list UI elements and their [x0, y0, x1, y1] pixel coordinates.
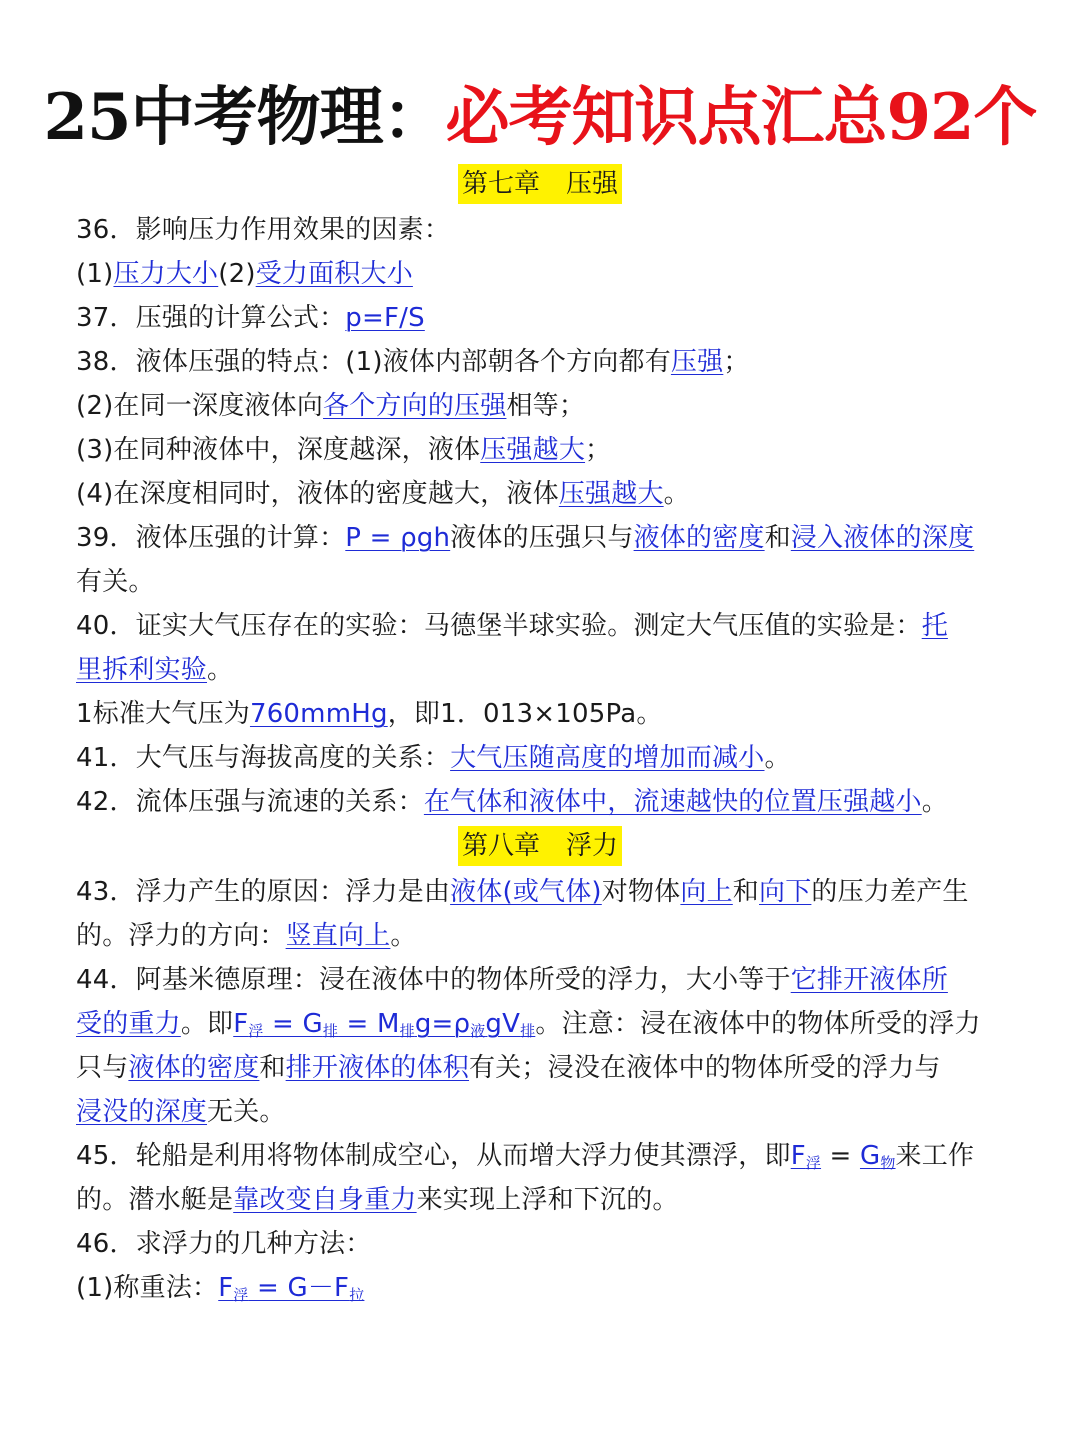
- answer: 压强越大: [480, 435, 586, 465]
- chapter-7-heading: [0, 164, 1080, 204]
- weight-formula: $G_物$: [859, 1141, 896, 1172]
- weighing-formula: $F_浮 = G-F_拉$: [218, 1273, 365, 1304]
- page-title: [0, 78, 1080, 158]
- item-36-question: 36．影响压力作用效果的因素：: [76, 215, 451, 245]
- item-44-line-2: 受的重力。即$F_浮 = G_排 = M_排g=\rho_液gV_排$。注意：浸在液体中的物体所受的浮力: [76, 1009, 981, 1040]
- item-44-line-4: 浸没的深度无关。: [76, 1097, 286, 1127]
- answer: 浸没的深度: [76, 1097, 208, 1127]
- answer: 向上: [680, 877, 733, 907]
- answer: p=F/S: [345, 303, 425, 333]
- item-40-line-3: 1标准大气压为760mmHg，即1．013×105Pa。: [76, 699, 663, 729]
- answer: 液体的密度: [633, 523, 765, 553]
- answer: 向下: [759, 877, 812, 907]
- item-41: 41．大气压与海拔高度的关系：大气压随高度的增加而减小。: [76, 743, 791, 773]
- answer: 托: [921, 611, 948, 641]
- answer: 大气压随高度的增加而减小: [450, 743, 765, 773]
- answer: 它排开液体所: [790, 965, 948, 995]
- item-36-answers: (1)压力大小(2)受力面积大小: [76, 259, 413, 289]
- answer: 液体的密度: [128, 1053, 260, 1083]
- item-38-line-4: (4)在深度相同时，液体的密度越大，液体压强越大。: [76, 479, 690, 509]
- answer: 受力面积大小: [255, 259, 413, 289]
- archimedes-formula: $F_浮 = G_排 = M_排g=\rho_液gV_排$: [233, 1009, 536, 1040]
- answer: 排开液体的体积: [285, 1053, 470, 1083]
- answer: 里拆利实验: [76, 655, 208, 685]
- item-44-line-3: 只与液体的密度和排开液体的体积有关；浸没在液体中的物体所受的浮力与: [76, 1053, 941, 1083]
- answer: P = ρgh: [345, 523, 451, 553]
- item-42: 42．流体压强与流速的关系：在气体和液体中，流速越快的位置压强越小。: [76, 787, 948, 817]
- answer: 压强越大: [558, 479, 664, 509]
- answer: 在气体和液体中，流速越快的位置压强越小: [423, 787, 922, 817]
- answer: 靠改变自身重力: [233, 1185, 417, 1215]
- item-43-line-1: 43．浮力产生的原因：浮力是由液体(或气体)对物体向上和向下的压力差产生: [76, 877, 969, 907]
- item-38-line-1: 38．液体压强的特点：(1)液体内部朝各个方向都有压强；: [76, 347, 750, 377]
- title-prefix: 25中考物理：: [43, 80, 446, 155]
- chapter-8-heading: [0, 826, 1080, 866]
- title-highlight: 必考知识点汇总92个: [445, 80, 1037, 155]
- item-40-line-1: 40．证实大气压存在的实验：马德堡半球实验。测定大气压值的实验是：托: [76, 611, 948, 641]
- chapter-7-content: [76, 208, 1006, 824]
- item-43-line-2: 的。浮力的方向：竖直向上。: [76, 921, 417, 951]
- item-39-line-1: 39．液体压强的计算：P = ρgh液体的压强只与液体的密度和浸入液体的深度: [76, 523, 975, 553]
- item-40-line-2: 里拆利实验。: [76, 655, 234, 685]
- item-46-line-2: (1)称重法：$F_浮 = G-F_拉$: [76, 1273, 365, 1304]
- item-38-line-2: (2)在同一深度液体向各个方向的压强相等；: [76, 391, 586, 421]
- item-37: 37．压强的计算公式：p=F/S: [76, 303, 425, 333]
- answer: 压力大小: [113, 259, 219, 289]
- item-45-line-1: 45．轮船是利用将物体制成空心，从而增大浮力使其漂浮，即$F_浮 = G_物$来工作: [76, 1141, 975, 1172]
- chapter-8-content: [76, 870, 1006, 1310]
- answer: 各个方向的压强: [323, 391, 507, 421]
- item-46-line-1: 46．求浮力的几种方法：: [76, 1229, 372, 1259]
- item-38-line-3: (3)在同种液体中，深度越深，液体压强越大；: [76, 435, 612, 465]
- item-44-line-1: 44．阿基米德原理：浸在液体中的物体所受的浮力，大小等于它排开液体所: [76, 965, 948, 995]
- item-45-line-2: 的。潜水艇是靠改变自身重力来实现上浮和下沉的。: [76, 1185, 679, 1215]
- item-39-line-2: 有关。: [76, 567, 155, 597]
- answer: 液体(或气体): [450, 877, 602, 907]
- answer: 压强: [670, 347, 724, 377]
- answer: 受的重力: [76, 1009, 181, 1039]
- answer: 760mmHg: [249, 699, 388, 729]
- buoyancy-formula: $F_浮$: [790, 1141, 822, 1172]
- chapter-8-label: 第八章 浮力: [458, 826, 622, 866]
- answer: 竖直向上: [285, 921, 391, 951]
- answer: 浸入液体的深度: [790, 523, 975, 553]
- chapter-7-label: 第七章 压强: [458, 164, 622, 204]
